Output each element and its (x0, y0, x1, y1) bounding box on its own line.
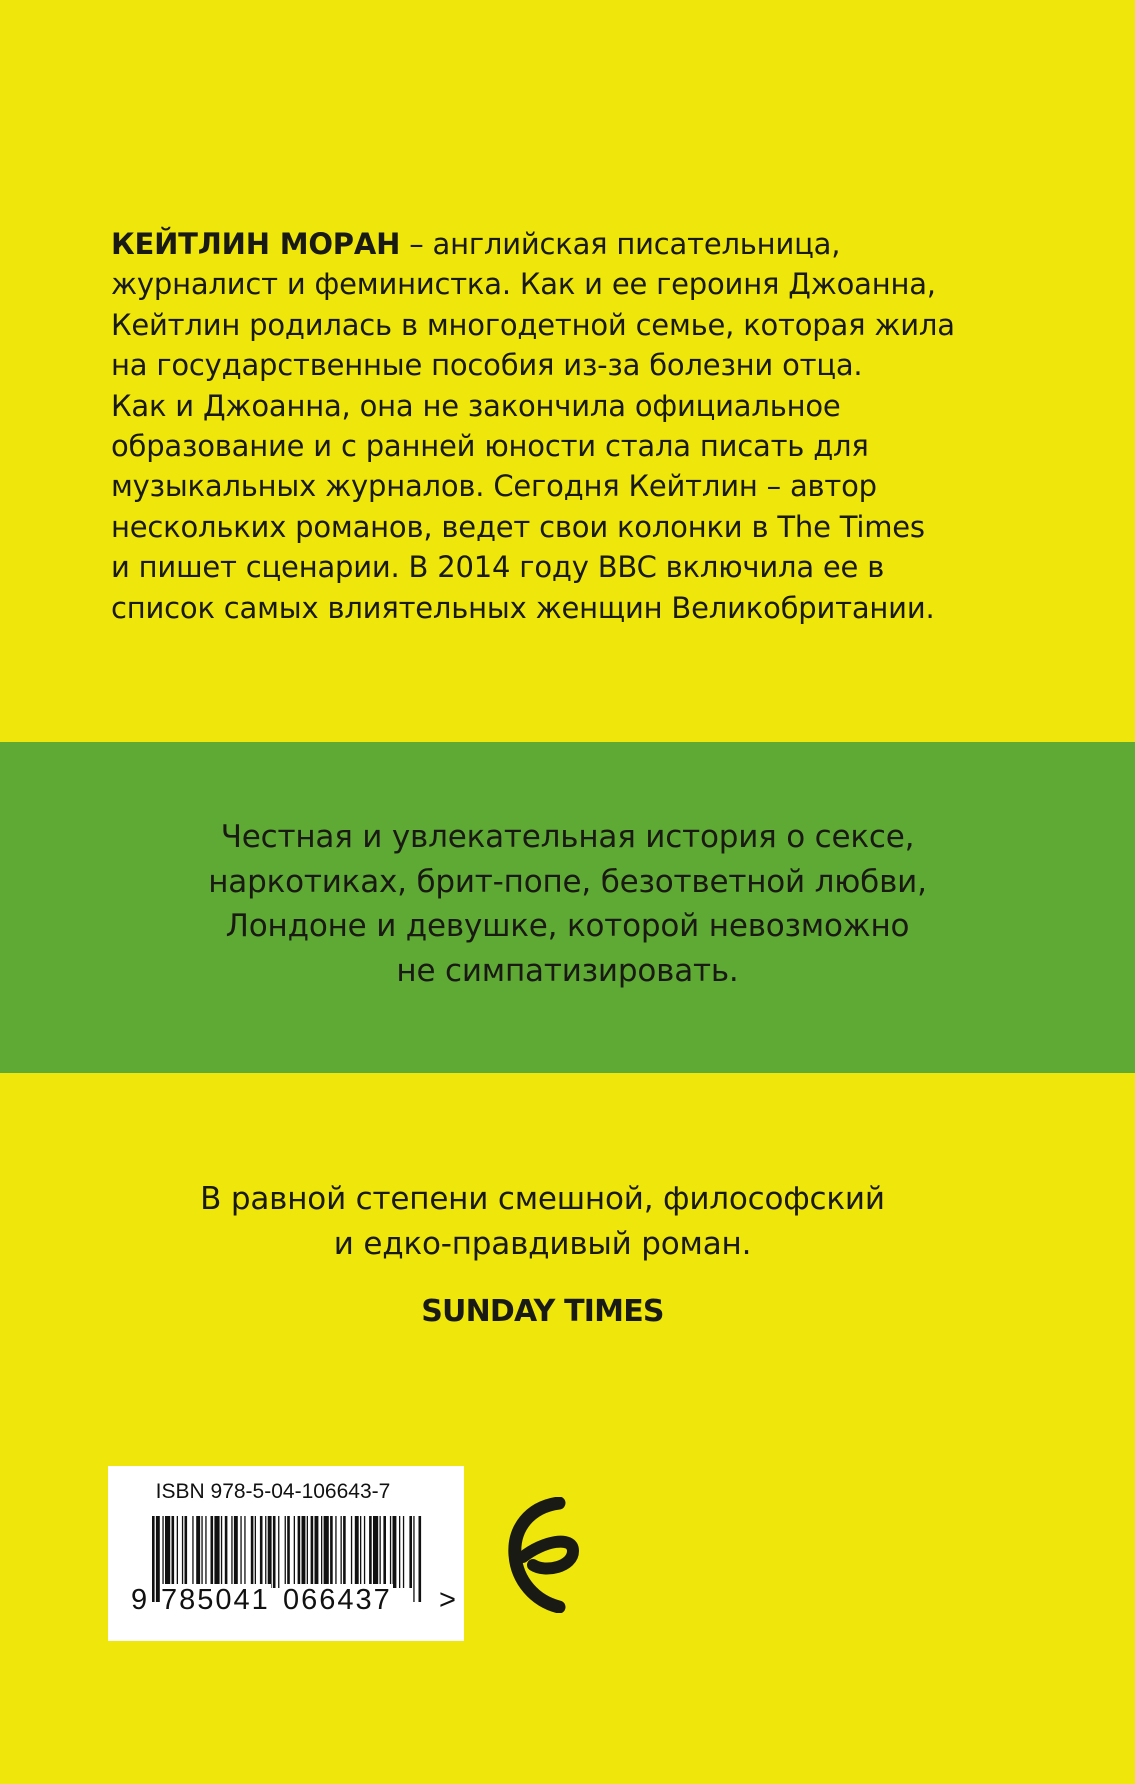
barcode-bar (185, 1516, 188, 1588)
barcode-end-mark: > (439, 1584, 456, 1616)
barcode-bar (390, 1516, 391, 1588)
barcode-bar (373, 1516, 378, 1588)
barcode-bar (152, 1516, 155, 1602)
barcode-bar (294, 1516, 295, 1588)
bio-line-1: КЕЙТЛИН МОРАН – английская писательница, (111, 227, 841, 261)
barcode-bar (231, 1516, 232, 1588)
barcode-bar (244, 1516, 245, 1588)
barcode-bar (260, 1516, 263, 1588)
description-line-1: Честная и увлекательная история о сексе, (220, 819, 915, 855)
barcode-bar (302, 1516, 306, 1588)
barcode-bar (399, 1516, 400, 1588)
barcode-group-1: 785041 (161, 1584, 270, 1616)
description-line-2: наркотиках, брит-попе, безответной любви, (208, 863, 927, 900)
barcode-bar (162, 1516, 163, 1588)
barcode-group-2: 066437 (283, 1584, 392, 1616)
bio-line-7: музыкальных журналов. Сегодня Кейтлин – автор (111, 469, 877, 504)
quote-line-2: и едко-правдивый роман. (333, 1226, 752, 1262)
barcode-panel (108, 1466, 464, 1641)
barcode-bar (330, 1516, 333, 1588)
bio-line-10: список самых влиятельных женщин Великобритании. (111, 590, 935, 625)
barcode-bar (343, 1516, 346, 1588)
barcode-bar (315, 1516, 319, 1588)
barcode-bar (205, 1516, 206, 1588)
barcode-bar (380, 1516, 381, 1588)
barcode-bar (360, 1516, 361, 1588)
barcode-bar (240, 1516, 241, 1588)
barcode-bar (165, 1516, 170, 1588)
quote-source: SUNDAY TIMES (421, 1294, 664, 1329)
barcode-bar (211, 1516, 214, 1588)
barcode-bar (278, 1516, 279, 1588)
bio-line-6: образование и с ранней юности стала писать для (111, 429, 869, 464)
isbn-number: ISBN 978-5-04-106643-7 (155, 1480, 391, 1503)
barcode-bar (265, 1516, 266, 1588)
barcode-bar (369, 1516, 372, 1588)
barcode-bar (321, 1516, 322, 1588)
barcode-bar (268, 1516, 272, 1588)
barcode-bar (409, 1516, 412, 1588)
bio-line-4: на государственные пособия из-за болезни отца. (111, 348, 863, 383)
barcode-bar (298, 1516, 301, 1588)
barcode-bar (201, 1516, 202, 1588)
barcode-bar (307, 1516, 308, 1588)
barcode-bar (364, 1516, 365, 1588)
bio-line-3: Кейтлин родилась в многодетной семье, которая жила (111, 307, 955, 342)
barcode-bar (255, 1516, 256, 1588)
barcode-bar (419, 1516, 422, 1602)
barcode-bar (273, 1516, 276, 1588)
barcode-bar (393, 1516, 397, 1588)
publisher-logo-icon (503, 1497, 585, 1613)
quote-line-1: В равной степени смешной, философский (200, 1181, 885, 1217)
author-name: КЕЙТЛИН МОРАН (111, 227, 401, 261)
bio-line-2: журналист и феминистка. Как и ее героиня Джоанна, (111, 267, 936, 302)
barcode-first-digit: 9 (131, 1584, 148, 1616)
barcode-bar (335, 1516, 336, 1588)
barcode-bar (355, 1516, 359, 1588)
bio-line-9: и пишет сценарии. В 2014 году BBC включила ее в (111, 550, 885, 585)
barcode-bar (383, 1516, 386, 1588)
barcode-bar (192, 1516, 193, 1588)
barcode-bar (214, 1516, 219, 1588)
bio-line-8: нескольких романов, ведет свои колонки в The Times (111, 509, 925, 544)
book-description (0, 815, 1135, 993)
barcode-bar (196, 1516, 200, 1588)
barcode-bar (351, 1516, 352, 1588)
barcode-bar (324, 1516, 329, 1588)
review-quote (0, 1177, 1085, 1267)
author-bio (111, 224, 1011, 628)
barcode-bar (172, 1516, 175, 1588)
description-line-3: Лондоне и девушке, которой невозможно (225, 908, 910, 944)
barcode-bar (234, 1516, 238, 1588)
bio-line-5: Как и Джоанна, она не закончила официальное (111, 388, 841, 423)
description-line-4: не симпатизировать. (396, 952, 739, 989)
barcode-bar (225, 1516, 228, 1588)
barcode-bar (182, 1516, 183, 1588)
barcode-bar (177, 1516, 178, 1588)
barcode-bar (251, 1516, 254, 1588)
barcode-bar (221, 1516, 222, 1588)
barcode-bar (413, 1516, 414, 1602)
barcode-bar (403, 1516, 404, 1588)
barcode-bar (341, 1516, 342, 1588)
barcode-bar (311, 1516, 314, 1588)
